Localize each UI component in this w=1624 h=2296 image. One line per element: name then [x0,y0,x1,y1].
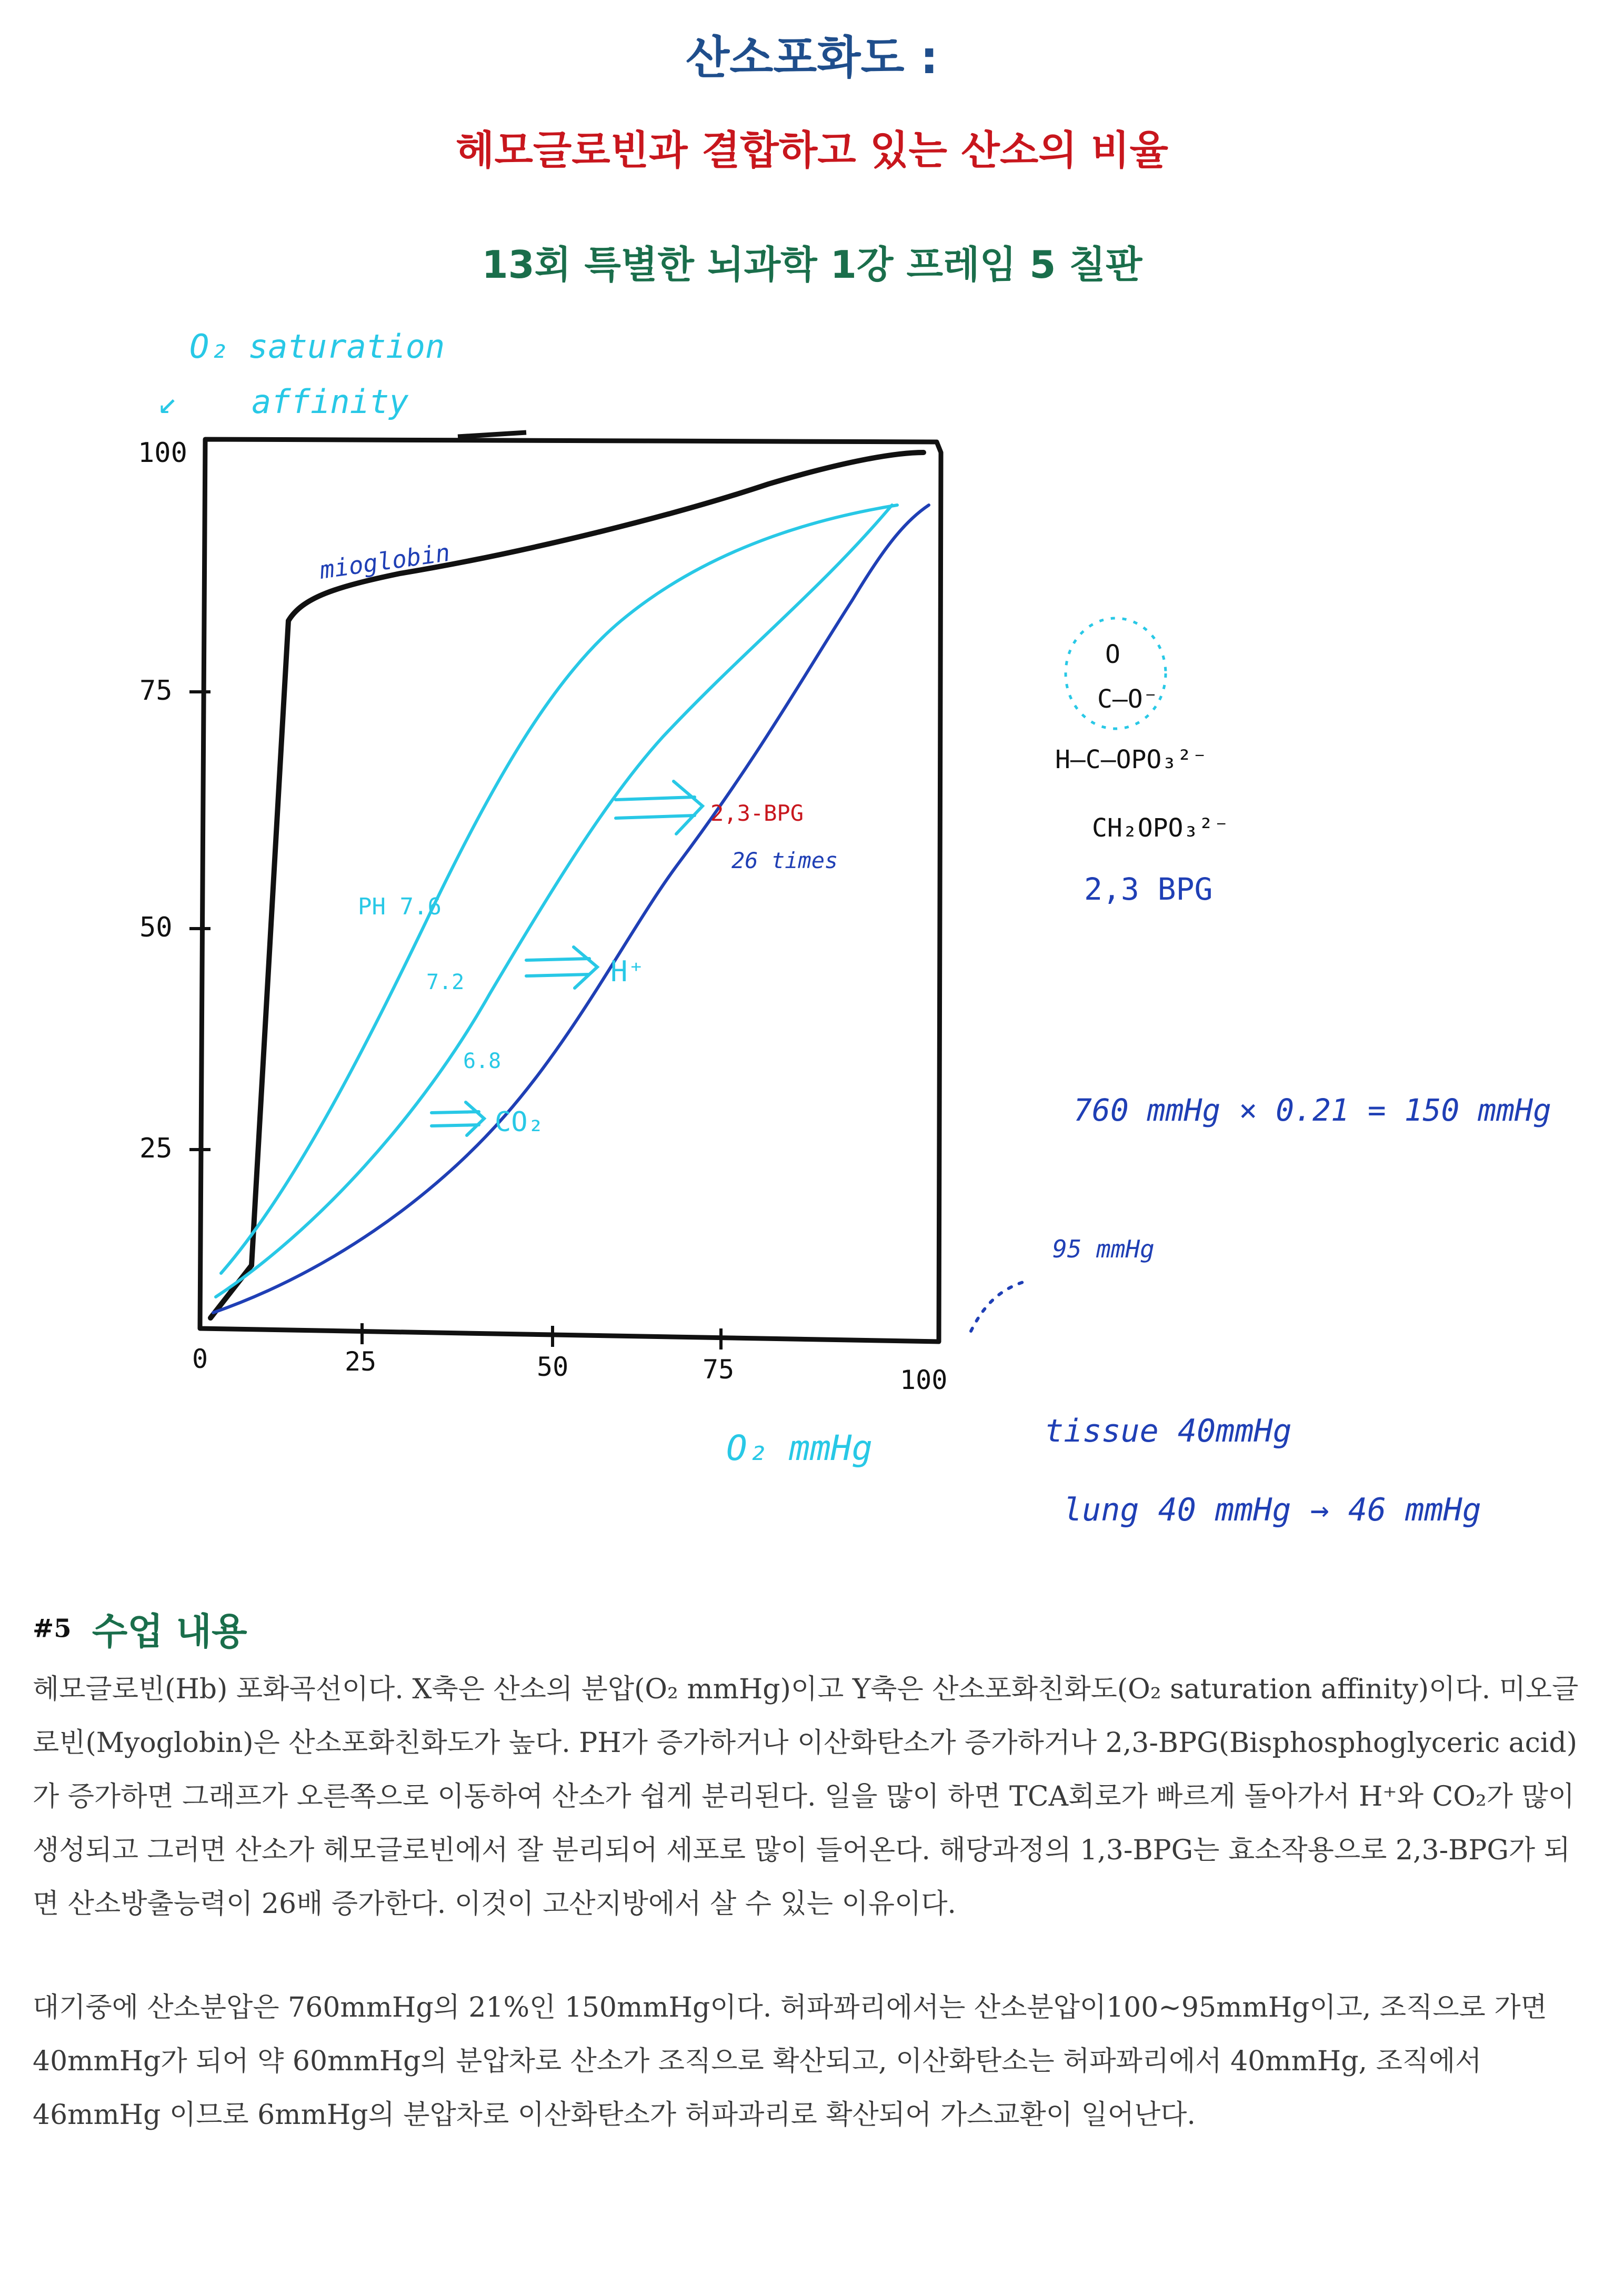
co2-arrow [432,1102,484,1135]
hemoglobin-curve-ph72 [216,505,892,1297]
co2-label: CO₂ [495,1106,544,1138]
x-tick-label: 0 [192,1344,208,1374]
air-pressure-note: 760 mmHg × 0.21 = 150 mmHg [1074,1092,1551,1128]
bpg-times-label: 26 times [731,848,838,873]
section-header [33,1602,247,1655]
ph-label: 6.8 [463,1049,502,1073]
x-tick-label: 100 [900,1365,948,1395]
x-tick-label: 50 [537,1352,569,1382]
y-axis-label-arrow: ↙ [158,382,178,421]
section-number: #5 [33,1614,72,1644]
y-tick-label: 25 [139,1133,173,1164]
x-axis-label: O₂ mmHg [726,1428,873,1468]
bpg-arrow [616,781,703,834]
ph-label: PH 7.6 [358,893,442,920]
y-tick-label: 75 [139,675,173,707]
molecule-line3: H–C–OPO₃²⁻ [1055,745,1207,774]
ph-label: 7.2 [426,970,465,994]
tissue-pressure-note: tissue 40mmHg [1045,1413,1292,1449]
y-axis-label-line1: O₂ saturation [189,327,445,366]
molecule-line2: C–O⁻ [1097,684,1158,714]
alveoli-pressure-note: 95 mmHg [1052,1235,1155,1263]
x-tick-label: 25 [345,1346,377,1377]
bpg-label: 2,3-BPG [710,800,804,826]
y-tick-label: 50 [139,912,173,943]
paragraph: 대기중에 산소분압은 760mmHg의 21%인 150mmHg이다. 허파꽈리에서는 산소분압이100~95mmHg이고, 조직으로 가면 40mmHg가 되어 약 60mmHg의 분압차로 산소가 조직으로 확산되고, 이산화탄소는 허파꽈리에서 40mmHg, 조직에서 46mmHg 이므로 6mmHg의 분압차로 이산화탄소가 허파과리로 확산되어 가스교환이 일어난다. [33,1992,1547,2131]
molecule-line1: O [1105,640,1120,669]
h-arrow [526,947,597,988]
lung-pressure-note: lung 40 mmHg → 46 mmHg [1063,1492,1481,1528]
hemoglobin-curve-ph68 [213,505,929,1313]
source-caption: 13회 특별한 뇌과학 1강 프레임 5 칠판 [482,243,1142,287]
dotted-arrow [971,1281,1026,1331]
y-tick-label: 100 [138,437,187,469]
myoglobin-label: mioglobin [318,538,452,585]
section-heading: 수업 내용 [92,1610,247,1653]
y-axis-label-line2: affinity [252,382,409,421]
page-subtitle: 헤모글로빈과 결합하고 있는 산소의 비율 [456,127,1168,174]
myoglobin-curve [210,452,924,1318]
paragraph: 헤모글로빈(Hb) 포화곡선이다. X축은 산소의 분압(O₂ mmHg)이고 Y축은 산소포화친화도(O₂ saturation affinity)이다. 미오글로빈(Myoglobin)은 산소포화친화도가 높다. PH가 증가하거나 이산화탄소가 증가하거나 2,3-BPG(Bisphosphoglyceric acid)가 증가하면 그래프가 오른쪽으로 이동하여 산소가 쉽게 분리된다. 일을 많이 하면 TCA회로가 빠르게 돌아가서 H⁺와 CO₂가 많이 생성되고 그러면 산소가 헤모글로빈에서 잘 분리되어 세포로 많이 들어온다. 해당과정의 1,3-BPG는 효소작용으로 2,3-BPG가 되면 산소방출능력이 26배 증가한다. 이것이 고산지방에서 살 수 있는 이유이다. [33,1674,1579,1920]
oxygen-dissociation-sketch [0,295,1624,1568]
page-title: 산소포화도 : [686,32,938,84]
h-label: H⁺ [610,955,645,988]
x-tick-label: 75 [703,1354,735,1385]
molecule-name: 2,3 BPG [1084,871,1213,907]
hemoglobin-curve-ph76 [221,505,897,1273]
frame-top-accent [458,432,526,437]
molecule-line4: CH₂OPO₃²⁻ [1092,813,1229,843]
